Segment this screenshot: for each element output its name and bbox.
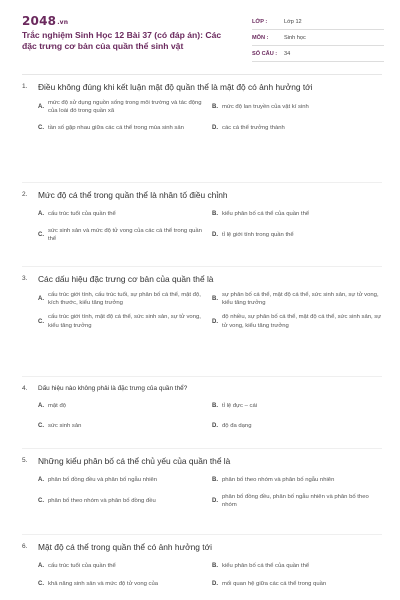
question-5 — [22, 456, 384, 509]
option-c[interactable]: C. phân bố theo nhóm và phân bố đồng đều — [38, 498, 156, 505]
header-divider — [22, 74, 382, 75]
option-c[interactable]: C. khả năng sinh sản và mức độ tử vong của — [38, 580, 159, 587]
question-number: 6. — [22, 543, 28, 550]
question-separator — [22, 182, 382, 183]
question-text: Mật độ cá thể trong quần thể có ảnh hưởng tới — [38, 542, 212, 552]
question-text: Các dấu hiệu đặc trưng cơ bản của quần thể là — [38, 274, 214, 284]
option-d[interactable]: D. phân bố đồng đều, phân bố ngẫu nhiên và phân bố theo nhóm — [212, 494, 369, 509]
question-number: 3. — [22, 275, 28, 282]
question-number: 2. — [22, 191, 28, 198]
question-text: Mức độ cá thể trong quần thể là nhân tố điều chỉnh — [38, 190, 228, 200]
question-4 — [22, 384, 384, 433]
meta-subject: MÔN : Sinh học — [252, 30, 384, 46]
site-logo[interactable]: 2048.vn — [22, 14, 69, 28]
option-c[interactable]: C. cấu trúc giới tính, mật độ cá thể, sức sinh sản, sự tử vong, kiểu tăng trưởng — [38, 314, 201, 329]
option-c[interactable]: C. sức sinh sản và mức độ tử vong của các cá thể trong quần thể — [38, 228, 202, 243]
question-separator — [22, 534, 382, 535]
question-text: Điều không đúng khi kết luận mật độ quần thể là mật độ có ảnh hưởng tới — [38, 82, 313, 92]
meta-class: LỚP : Lớp 12 — [252, 14, 384, 30]
option-b[interactable]: B. kiểu phân bố cá thể của quần thể — [212, 210, 310, 217]
question-3 — [22, 274, 384, 330]
question-number: 4. — [22, 385, 28, 392]
option-a[interactable]: A. cấu trúc giới tính, cấu trúc tuổi, sự phân bố cá thể, mật độ, kích thước, kiểu tăng trưởng — [38, 292, 201, 307]
option-c[interactable]: C. tần số gặp nhau giữa các cá thể trong mùa sinh sản — [38, 125, 184, 132]
option-d[interactable]: D. các cá thể trưởng thành — [212, 125, 285, 132]
option-a[interactable]: A. cấu trúc tuổi của quần thể — [38, 210, 116, 217]
question-2 — [22, 190, 384, 243]
page-title: Trắc nghiệm Sinh Học 12 Bài 37 (có đáp án): Các đặc trưng cơ bản của quần thể sinh vật — [22, 30, 222, 51]
question-1 — [22, 82, 384, 135]
question-number: 1. — [22, 83, 28, 90]
option-d[interactable]: D. mối quan hệ giữa các cá thể trong quần — [212, 580, 327, 587]
question-number: 5. — [22, 457, 28, 464]
option-b[interactable]: B. sự phân bố cá thể, mật độ cá thể, sức sinh sản, sự tử vong, kiểu tăng trưởng — [212, 292, 379, 307]
option-a[interactable]: A. cấu trúc tuổi của quần thể — [38, 562, 116, 569]
option-d[interactable]: D. độ nhiều, sự phân bố cá thể, mật độ cá thể, sức sinh sản, sự tử vong, kiểu tăng trưởng — [212, 314, 382, 329]
option-b[interactable]: B. kiểu phân bố cá thể của quần thể — [212, 562, 310, 569]
question-separator — [22, 448, 382, 449]
option-a[interactable]: A. phân bố đồng đều và phân bố ngẫu nhiên — [38, 476, 158, 483]
question-separator — [22, 266, 382, 267]
meta-question-count: SỐ CÂU : 34 — [252, 46, 384, 62]
option-a[interactable]: A. mức độ sử dụng nguồn sống trong môi trường và tác động của loài đó trong quần xã — [38, 100, 202, 115]
option-b[interactable]: B. phân bố theo nhóm và phân bố ngẫu nhiên — [212, 476, 335, 483]
option-d[interactable]: D. độ đa dạng — [212, 422, 252, 429]
option-b[interactable]: B. tỉ lệ đực – cái — [212, 402, 258, 409]
question-separator — [22, 376, 382, 377]
option-c[interactable]: C. sức sinh sản — [38, 422, 82, 429]
document-meta — [252, 14, 384, 62]
option-b[interactable]: B. mức độ lan truyền của vật kí sinh — [212, 104, 309, 111]
option-a[interactable]: A. mật độ — [38, 402, 67, 409]
question-text: Dấu hiệu nào không phải là đặc trưng của quần thể? — [38, 385, 188, 392]
question-text: Những kiểu phân bố cá thể chủ yếu của quần thể là — [38, 456, 231, 466]
option-d[interactable]: D. tỉ lệ giới tính trong quần thể — [212, 232, 294, 239]
question-6 — [22, 542, 384, 591]
